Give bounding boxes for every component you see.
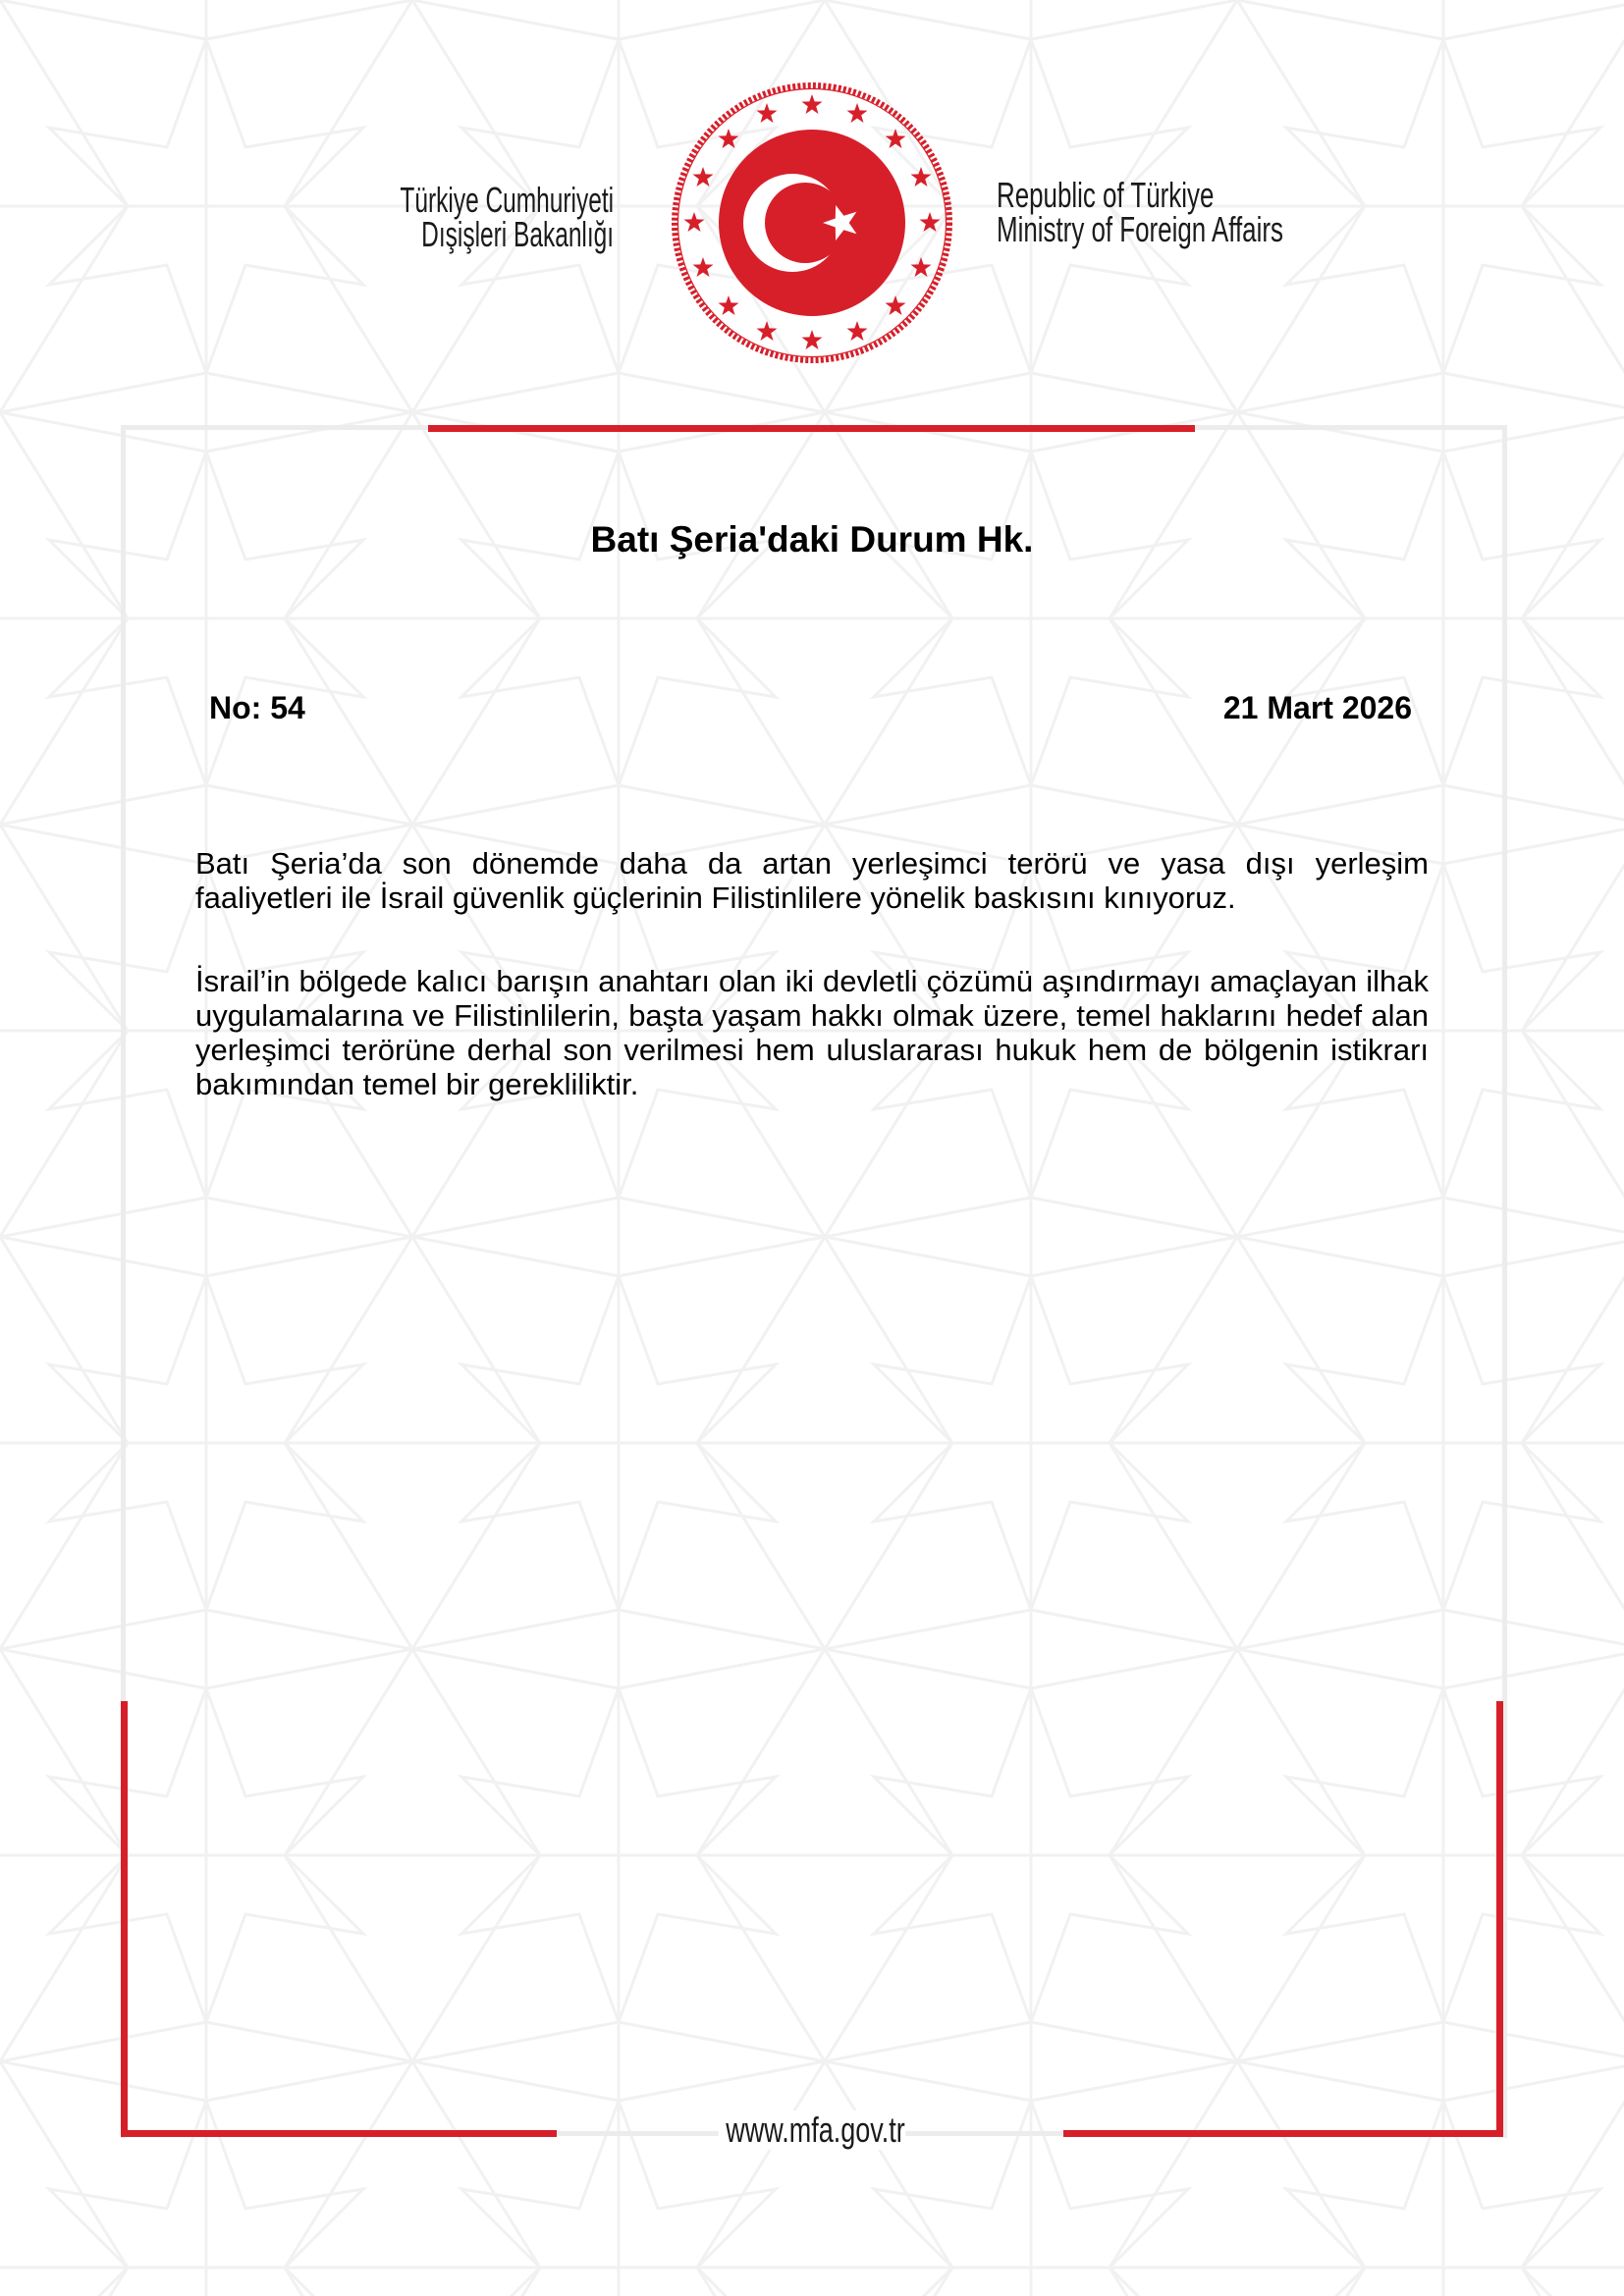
ministry-name-turkish	[400, 180, 614, 254]
frame-accent-bottom-left-vertical	[121, 1701, 128, 2137]
frame-accent-top	[428, 425, 1195, 432]
frame-accent-bottom-right-horizontal	[1063, 2130, 1503, 2137]
ministry-name-turkish-line-1: Türkiye Cumhuriyeti	[400, 180, 614, 220]
ministry-name-english-line-2: Ministry of Foreign Affairs	[997, 209, 1283, 249]
page-frame	[121, 425, 1507, 2138]
ministry-name-turkish-line-2: Dışişleri Bakanlığı	[421, 214, 614, 254]
statement-paragraph-1: Batı Şeria’da son dönemde daha da artan yerleşimci terörü ve yasa dışı yerleşim faaliyetleri ile İsrail güvenlik güçlerinin Filistinlilere yönelik baskısını kınıyoruz.	[195, 846, 1429, 915]
footer-website-link[interactable]: www.mfa.gov.tr	[719, 2110, 906, 2150]
document-title: Batı Şeria'daki Durum Hk.	[590, 519, 1034, 560]
ministry-name-english	[997, 175, 1283, 249]
frame-accent-bottom-left-horizontal	[121, 2130, 557, 2137]
statement-body	[195, 846, 1429, 1150]
statement-number: No: 54	[209, 690, 305, 725]
ministry-name-english-line-1: Republic of Türkiye	[997, 175, 1215, 215]
statement-date: 21 Mart 2026	[1222, 690, 1412, 725]
mfa-emblem-icon	[670, 80, 954, 365]
frame-accent-bottom-right-vertical	[1496, 1701, 1503, 2137]
statement-paragraph-2: İsrail’in bölgede kalıcı barışın anahtarı olan iki devletli çözümü aşındırmayı amaçlayan ilhak uygulamalarına ve Filistinlilerin, başta yaşam hakkı olmak üzere, temel haklarını hedef alan yerleşimci terörüne derhal son verilmesi hem uluslararası hukuk hem de bölgenin istikrarı bakımından temel bir gerekliliktir.	[195, 964, 1429, 1101]
